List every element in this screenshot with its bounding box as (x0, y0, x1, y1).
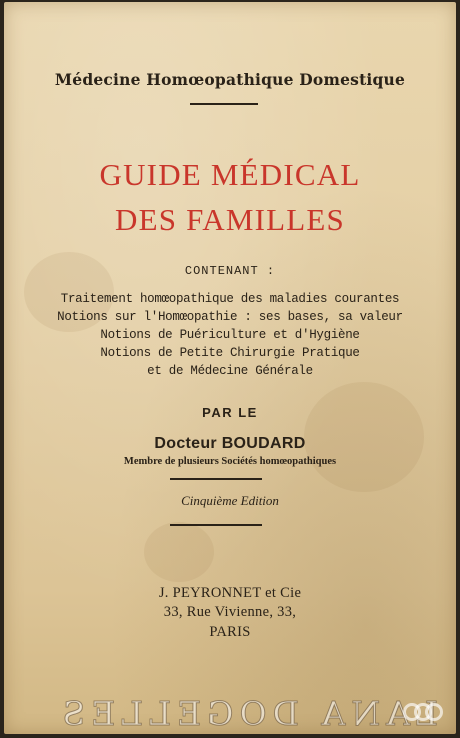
author-affiliation: Membre de plusieurs Sociétés homœopathiques (123, 456, 337, 467)
divider-edition-bottom (170, 524, 262, 526)
paper-stain (144, 522, 214, 582)
author-name: Docteur BOUDARD (154, 435, 306, 452)
edition-label: Cinquième Edition (181, 493, 279, 508)
contents-item: et de Médecine Générale (147, 364, 313, 378)
loop-ornament-icon (402, 700, 444, 724)
by-label: PAR LE (202, 405, 258, 420)
bottom-imprint: LANA DOGELLES (56, 694, 438, 733)
contents-item: Notions de Petite Chirurgie Pratique (100, 346, 360, 360)
publisher-name: J. PEYRONNET et Cie (158, 585, 302, 601)
series-title: Médecine Homœopathique Domestique (54, 70, 406, 89)
contents-item: Notions sur l'Homœopathie : ses bases, sa valeur (57, 310, 403, 324)
contents-item: Notions de Puériculture et d'Hygiène (100, 328, 360, 342)
contents-item: Traitement homœopathique des maladies courantes (60, 292, 400, 306)
contents-heading: CONTENANT : (184, 264, 276, 278)
publisher-city: PARIS (209, 624, 251, 640)
book-cover (4, 2, 456, 734)
divider-edition-top (170, 478, 262, 480)
book-title-line-1: GUIDE MÉDICAL (99, 157, 361, 192)
publisher-address: 33, Rue Vivienne, 33, (163, 604, 297, 620)
divider-top (190, 103, 258, 105)
book-title-line-2: DES FAMILLES (115, 202, 345, 237)
